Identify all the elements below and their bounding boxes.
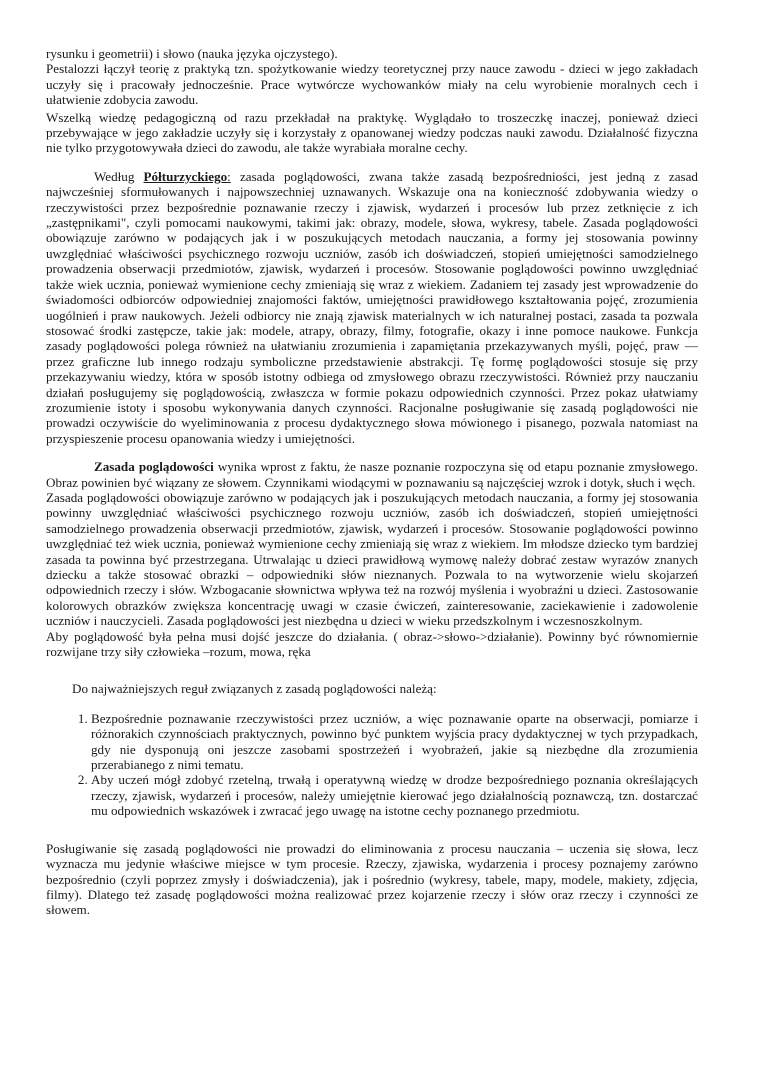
paragraph-action: Aby poglądowość była pełna musi dojść jeszcze do działania. ( obraz->słowo->działanie). Powinny być równomiernie rozwijane trzy siły człowieka –rozum, mowa, ręka (46, 628, 698, 660)
paragraph-body: zasada poglądowości, zwana także zasadą bezpośredniości, jest jedną z zasad najwcześniej sformułowanych i najpowszechniej uznawanych. Wskazuje ona na konieczność zdobywania wiedzy o rzeczywistości przez bezpośrednie poznawanie rzeczy i zjawisk, wydarzeń i procesów lub przez zetknięcie z ich „zastępnikami", czyli pomocami naukowymi, takimi jak: obrazy, modele, słowa, wykresy, tabele. Zasada poglądowości obowiązuje zarówno w podających jak i w poszukujących metodach nauczania, a formy jej stosowania powinny uwzględniać właściwości psychicznego rozwoju uczniów, zasób ich doświadczeń, stopień umiejętności samodzielnego prowadzenia obserwacji przedmiotów, zjawisk, wydarzeń i procesów. Stosowanie poglądowości powinno uwzględniać także wiek ucznia, ponieważ wymienione cechy zmieniają się wraz z wiekiem. Zadaniem tej zasady jest wprowadzenie do świadomości odbiorców odpowiedniej znajomości faktów, umiejętności prawidłowego kształtowania pojęć, zrozumienia uogólnień i praw naukowych. Jeżeli odbiorcy nie znają zjawisk materialnych w ich naturalnej postaci, zasada ta pozwala stosować środki zastępcze, takie jak: modele, atrapy, obrazy, filmy, fotografie, okazy i inne pomoce naukowe. Funkcja zasady poglądowości polega również na ułatwianiu zrozumienia i zapamiętania przekazywanych myśli, pojęć, praw — przez graficzne lub innego rodzaju symboliczne przedstawienie abstrakcji. Tę formę poglądowości stosuje się przy przekazywaniu wiedzy, która w sposób istotny odbiega od zmysłowego obrazu rzeczywistości. Również przy nauczaniu działań posługujemy się poglądowością, zwłaszcza w formie pokazu odpowiednich czynności. Przez pokaz ułatwiamy zrozumienie istoty i sposobu wykonywania danych czynności. Racjonalne posługiwanie się zasadą poglądowości nie prowadzi oczywiście do wyeliminowania z procesu dydaktycznego słowa mówionego i pisanego, pozwala natomiast na przyspieszenie procesu opanowania wiedzy i umiejętności. (46, 168, 698, 446)
rules-intro: Do najważniejszych reguł związanych z zasadą poglądowości należą: (72, 681, 437, 697)
rules-list (46, 711, 698, 819)
document-page (46, 46, 698, 918)
paragraph-pestalozzi-theory: Pestalozzi łączył teorię z praktyką tzn. spożytkowanie wiedzy teoretycznej przy nauce zawodu - dzieci w jego zakładach uczyły się i pracowały jednocześnie. Prace wytwórcze wychowanków miały na celu wyrobienie moralnych cech i ułatwienie zdobycia zawodu. (46, 61, 698, 108)
paragraph-body: wynika wprost z faktu, że nasze poznanie rozpoczyna się od etapu poznanie zmysłowego. Obraz powinien być wiązany ze słowem. Czynnikami wiodącymi w poznawaniu są najczęściej wzrok i dotyk, słuch i węch. (46, 459, 699, 490)
author-name: Półturzyckiego (143, 168, 228, 184)
text-line: rysunku i geometrii) i słowo (nauka języka ojczystego). (46, 46, 338, 61)
paragraph-polturzycki (46, 169, 698, 446)
paragraph-zasada-intro (46, 459, 698, 490)
list-item: 1. Bezpośrednie poznawanie rzeczywistości przez uczniów, a więc poznawanie oparte na obserwacji, pomiarze i różnorakich czynnościach praktycznych, powinno być punktem wyjścia pracy dydaktycznej w tych przypadkach, gdy nie dysponują oni jeszcze zasobami spostrzeżeń i wyobrażeń, jakie są niezbędne dla zrozumienia przerabianego z nimi tematu. (91, 711, 698, 773)
paragraph-pedagogical-practice: Wszelką wiedzę pedagogiczną od razu przekładał na praktykę. Wyglądało to troszeczkę inaczej, ponieważ dzieci przebywające w jego zakładzie uczyły się i korzystały z opanowanej wiedzy podczas nauki zawodu. Działalność fizyczna nie tylko przygotowywała dzieci do zawodu, ale także wyrabiała moralne cechy. (46, 109, 698, 156)
list-item: 2. Aby uczeń mógł zdobyć rzetelną, trwałą i operatywną wiedzę w drodze bezpośredniego poznania określających rzeczy, zjawisk, wydarzeń i procesów, należy umiejętnie kierować jego działalnością poznawczą, tzn. dostarczać mu odpowiednich wskazówek i zwracać jego uwagę na istotne cechy poznanego przedmiotu. (91, 772, 698, 818)
paragraph-zasada-details: Zasada poglądowości obowiązuje zarówno w podających jak i poszukujących metodach nauczania, a formy jej stosowania powinny uwzględniać właściwości psychicznego rozwoju uczniów, zasób ich doświadczeń, stopień umiejętności samodzielnego prowadzenia obserwacji przedmiotów, zjawisk, wydarzeń i procesów. Stosowanie poglądowości powinno uwzględniać też wiek ucznia, ponieważ wymienione cechy zmieniają się wraz z wiekiem. Im młodsze dziecko tym bardziej zasada ta powinna być przestrzegana. Utrwalając u dzieci prawidłową wymowę należy dobrać zestaw wyrazów znanych dziecku a także stosować obrazki – odpowiedniki słów nieznanych. Pozwala to na wytworzenie wielu skojarzeń odpowiednich rzeczy i słów. Wzbogacanie słownictwa wpływa też na rozwój myślenia i wyobraźni u dzieci. Zastosowanie kolorowych obrazków zwiększa koncentrację uwagi w czasie ćwiczeń, zainteresowanie, zaciekawienie i zadowolenie uczniów i nauczycieli. Zasada poglądowości jest niezbędna u dzieci w wieku przedszkolnym i wczesnoszkolnym. (46, 489, 698, 629)
paragraph-conclusion: Posługiwanie się zasadą poglądowości nie prowadzi do eliminowania z procesu nauczania – uczenia się słowa, lecz wyznacza mu jedynie właściwe miejsce w tym procesie. Rzeczy, zjawiska, wydarzenia i procesy poznajemy zarówno bezpośrednio (czyli poprzez zmysły i doświadczenia), jak i pośrednio (wykresy, tabele, mapy, modele, makiety, zdjęcia, filmy). Dlatego też zasadę poglądowości można realizować przez kojarzenie rzeczy i słów oraz rzeczy i czynności ze słowem. (46, 840, 698, 918)
colon: : (227, 168, 231, 184)
section-heading: Zasada poglądowości (94, 459, 214, 475)
lead-text: Według (94, 168, 144, 184)
